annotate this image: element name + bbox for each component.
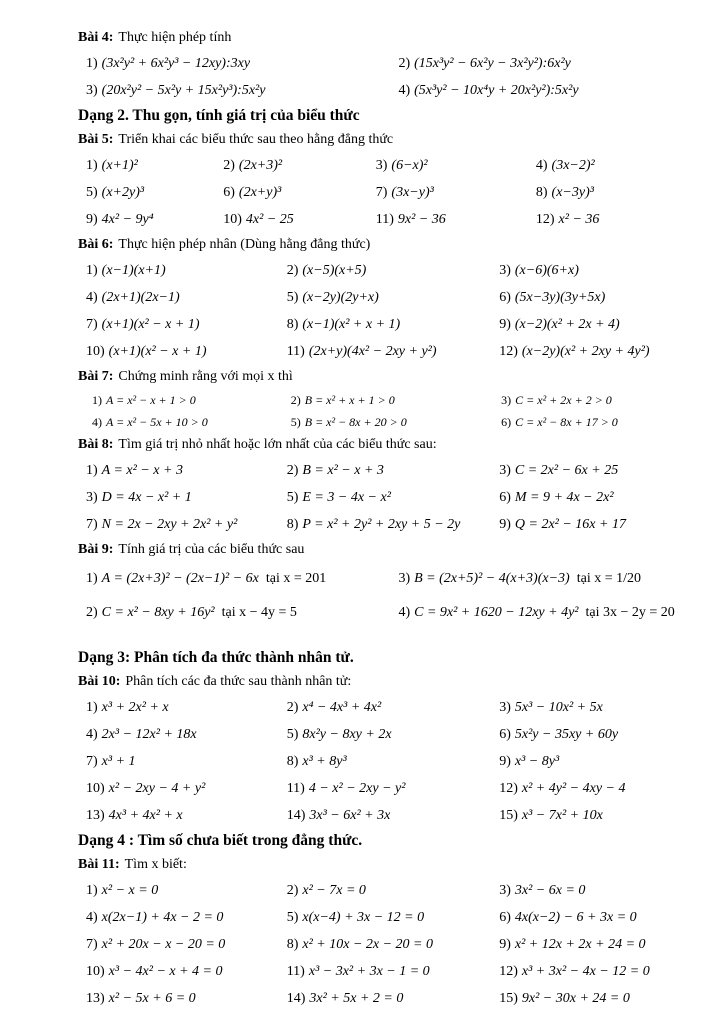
exercise-row [78,484,696,511]
exercise-label: Bài 9: [78,542,114,557]
formula: (3x−y)³ [391,185,434,200]
formula: 4x(x−2) − 6 + 3x = 0 [514,910,637,925]
item-number: 6) [499,290,511,305]
formula: A = x² − x + 3 [101,463,183,478]
math-item [499,721,696,748]
item-number: 4) [86,290,98,305]
math-item [86,904,287,931]
exercise-row [78,904,696,931]
formula: x⁴ − 4x³ + 4x² [302,700,382,715]
item-number: 3) [499,883,511,898]
item-number: 6) [499,490,511,505]
math-item [398,50,696,77]
formula: x(2x−1) + 4x − 2 = 0 [101,910,224,925]
exercise-intro: Tìm x biết: [124,857,187,872]
formula: P = x² + 2y² + 2xy + 5 − 2y [302,517,461,532]
formula: 4x² − 25 [245,212,294,227]
math-item [86,562,398,596]
exercise-label: Bài 7: [78,369,114,384]
math-item [499,748,696,775]
item-number: 12) [535,212,555,227]
exercise-row [78,257,696,284]
math-item [86,694,287,721]
formula: (x−1)(x+1) [101,263,166,278]
formula: x² − 2xy − 4 + y² [108,781,206,796]
exercise-row [78,877,696,904]
math-item [86,206,223,233]
section-heading: Dạng 3: Phân tích đa thức thành nhân tử. [78,649,354,666]
math-item [376,152,536,179]
formula: 3x³ − 6x² + 3x [309,808,391,823]
math-item [86,484,287,511]
exercise-row [78,179,696,206]
item-number: 6) [499,910,511,925]
formula: 8x²y − 8xy + 2x [302,727,392,742]
item-number: 1) [92,393,102,407]
item-number: 13) [86,991,105,1006]
math-item [398,562,696,596]
item-number: 12) [499,964,518,979]
formula: 4x² − 9y⁴ [101,212,154,227]
exercise-header [78,233,696,257]
item-number: 2) [286,463,299,478]
math-item [223,179,376,206]
math-item [499,257,696,284]
math-item [499,985,696,1012]
item-number: 1) [86,263,98,278]
item-number: 1) [86,56,98,71]
math-item [92,389,291,411]
formula: x² + 4y² − 4xy − 4 [521,781,626,796]
formula: 5x²y − 35xy + 60y [514,727,619,742]
item-number: 15) [499,808,518,823]
exercise-header [78,538,696,562]
evaluation-condition: tại 3x − 2y = 20 [585,605,675,620]
item-number: 2) [290,393,301,407]
exercise-label: Bài 8: [78,437,114,452]
formula: B = x² − x + 3 [302,463,384,478]
formula: (15x³y² − 6x²y − 3x²y²):6x²y [414,56,571,71]
formula: 5x³ − 10x² + 5x [514,700,603,715]
math-item [86,802,287,829]
formula: C = 2x² − 6x + 25 [514,463,619,478]
formula: x(x−4) + 3x − 12 = 0 [302,910,425,925]
item-number: 4) [398,605,411,620]
exercise-row [78,596,696,630]
exercise-intro: Triển khai các biểu thức sau theo hằng đẳng thức [118,132,394,147]
formula: 4x³ + 4x² + x [108,808,183,823]
formula: 4 − x² − 2xy − y² [308,781,406,796]
formula: N = 2x − 2xy + 2x² + y² [101,517,238,532]
exercise-row [78,152,696,179]
item-number: 5) [286,910,299,925]
exercise-intro: Chứng minh rằng với mọi x thì [118,369,293,384]
formula: B = x² − 8x + 20 > 0 [304,415,407,429]
math-item [287,311,500,338]
item-number: 2) [398,56,411,71]
item-number: 9) [499,754,511,769]
exercise-intro: Tính giá trị của các biểu thức sau [118,542,305,557]
exercise-header [78,853,696,877]
formula: 3x² − 6x = 0 [514,883,586,898]
item-number: 3) [499,700,511,715]
exercise-row [78,50,696,77]
math-item [499,511,696,538]
item-number: 1) [86,158,98,173]
math-item [287,904,500,931]
math-item [499,311,696,338]
item-number: 6) [223,185,235,200]
item-number: 5) [286,290,299,305]
math-item [86,152,223,179]
item-number: 9) [499,317,511,332]
math-item [499,904,696,931]
math-item [86,958,287,985]
math-item [86,284,287,311]
math-item [287,257,500,284]
formula: A = (2x+3)² − (2x−1)² − 6x [101,571,259,586]
item-number: 15) [499,991,518,1006]
item-number: 4) [92,415,102,429]
exercise-label: Bài 10: [78,674,121,689]
item-number: 10) [223,212,242,227]
formula: (x−1)(x² + x + 1) [302,317,401,332]
exercise-row [78,694,696,721]
formula: E = 3 − 4x − x² [302,490,391,505]
item-number: 4) [535,158,548,173]
exercise-label: Bài 5: [78,132,114,147]
math-item [86,931,287,958]
formula: Q = 2x² − 16x + 17 [514,517,626,532]
formula: 2x³ − 12x² + 18x [101,727,197,742]
item-number: 3) [398,571,411,586]
item-number: 14) [286,808,306,823]
item-number: 13) [86,808,105,823]
math-item [287,985,500,1012]
math-item [287,802,500,829]
math-item [287,338,500,365]
math-item [287,694,500,721]
item-number: 2) [223,158,235,173]
math-item [86,257,287,284]
item-number: 8) [286,937,299,952]
formula: B = x² + x + 1 > 0 [304,393,395,407]
formula: A = x² − 5x + 10 > 0 [106,415,208,429]
formula: B = (2x+5)² − 4(x+3)(x−3) [414,571,570,586]
exercise-label: Bài 11: [78,857,120,872]
math-item [287,457,500,484]
formula: C = 9x² + 1620 − 12xy + 4y² [414,605,579,620]
math-item [86,338,287,365]
formula: (2x+1)(2x−1) [101,290,180,305]
item-number: 2) [286,700,299,715]
formula: x³ − 3x² + 3x − 1 = 0 [308,964,430,979]
math-item [86,511,287,538]
item-number: 11) [286,344,305,359]
math-item [536,206,696,233]
item-number: 8) [286,517,299,532]
math-item [86,311,287,338]
math-item [86,50,398,77]
item-number: 8) [535,185,548,200]
math-item [499,484,696,511]
item-number: 3) [499,263,511,278]
exercise-row [78,802,696,829]
exercise-row [78,77,696,104]
math-item [86,77,398,104]
item-number: 1) [86,883,98,898]
exercise-header [78,670,696,694]
math-item [287,484,500,511]
formula: 9x² − 30x + 24 = 0 [521,991,630,1006]
math-item [376,179,536,206]
item-number: 9) [499,517,511,532]
math-item [287,775,500,802]
item-number: 7) [86,937,98,952]
item-number: 10) [86,781,105,796]
formula: (x−3y)³ [551,185,594,200]
math-item [287,511,500,538]
math-item [398,77,696,104]
item-number: 11) [286,781,305,796]
formula: (x+1)(x² − x + 1) [108,344,207,359]
exercise-row [78,311,696,338]
formula: x² − 7x = 0 [302,883,366,898]
math-item [92,411,291,433]
exercise-row [78,775,696,802]
exercise-intro: Phân tích các đa thức sau thành nhân tử: [125,674,352,689]
math-item [499,877,696,904]
formula: x² + 12x + 2x + 24 = 0 [514,937,646,952]
item-number: 3) [375,158,388,173]
formula: D = 4x − x² + 1 [101,490,192,505]
formula: (5x³y² − 10x⁴y + 20x²y²):5x²y [414,83,579,98]
item-number: 9) [86,212,98,227]
exercise-row [78,721,696,748]
math-item [536,152,696,179]
item-number: 12) [499,781,518,796]
item-number: 1) [86,700,98,715]
evaluation-condition: tại x − 4y = 5 [221,605,297,620]
exercise-header [78,365,696,389]
item-number: 10) [86,964,105,979]
math-item [499,802,696,829]
item-number: 3) [86,83,98,98]
item-number: 2) [86,605,98,620]
formula: (x+2y)³ [101,185,145,200]
item-number: 4) [86,727,98,742]
item-number: 2) [286,263,299,278]
item-number: 14) [286,991,306,1006]
math-item [291,411,501,433]
formula: x² + 10x − 2x − 20 = 0 [302,937,434,952]
formula: x³ + 8y³ [302,754,347,769]
exercise-label: Bài 6: [78,237,114,252]
math-item [86,775,287,802]
exercise-label: Bài 4: [78,30,114,45]
section-heading: Dạng 2. Thu gọn, tính giá trị của biểu thức [78,107,360,124]
exercise-row [78,958,696,985]
evaluation-condition: tại x = 1/20 [576,571,641,586]
math-item [86,985,287,1012]
math-item [499,958,696,985]
exercise-row [78,284,696,311]
item-number: 1) [86,571,98,586]
formula: x³ + 1 [101,754,136,769]
formula: x³ − 8y³ [514,754,560,769]
formula: M = 9 + 4x − 2x² [514,490,614,505]
item-number: 2) [286,883,299,898]
formula: A = x² − x + 1 > 0 [106,393,196,407]
math-item [86,748,287,775]
formula: (x+1)(x² − x + 1) [101,317,200,332]
math-item [398,596,696,630]
formula: (x−2y)(x² + 2xy + 4y²) [521,344,650,359]
math-item [499,457,696,484]
item-number: 8) [286,317,299,332]
formula: (2x+y)(4x² − 2xy + y²) [308,344,437,359]
item-number: 7) [86,317,98,332]
formula: x³ − 7x² + 10x [521,808,603,823]
math-item [86,457,287,484]
math-item [501,411,696,433]
formula: (3x−2)² [551,158,595,173]
item-number: 4) [398,83,411,98]
math-item [287,284,500,311]
section-heading: Dạng 4 : Tìm số chưa biết trong đẳng thức. [78,832,363,849]
math-item [499,338,696,365]
formula: x³ − 4x² − x + 4 = 0 [108,964,223,979]
exercise-header [78,433,696,457]
item-number: 3) [501,393,512,407]
exercise-row [78,985,696,1012]
math-item [499,284,696,311]
formula: (2x+3)² [238,158,283,173]
math-item [287,748,500,775]
evaluation-condition: tại x = 201 [265,571,327,586]
exercise-intro: Thực hiện phép tính [118,30,232,45]
math-item [287,721,500,748]
formula: C = x² + 2x + 2 > 0 [515,393,612,407]
exercise-row [78,457,696,484]
exercise-intro: Thực hiện phép nhân (Dùng hằng đẳng thức) [118,237,371,252]
formula: x² + 20x − x − 20 = 0 [101,937,226,952]
item-number: 5) [290,415,301,429]
formula: (x−2y)(2y+x) [302,290,379,305]
math-item [223,206,376,233]
exercise-row [78,511,696,538]
math-item [376,206,536,233]
formula: (3x²y² + 6x²y³ − 12xy):3xy [101,56,251,71]
formula: (x−6)(6+x) [514,263,579,278]
exercise-row [78,748,696,775]
item-number: 4) [86,910,98,925]
math-item [499,775,696,802]
formula: (x−5)(x+5) [302,263,367,278]
math-item [291,389,501,411]
exercise-row [78,389,696,411]
item-number: 6) [499,727,511,742]
math-item [499,931,696,958]
formula: (x−2)(x² + 2x + 4) [514,317,620,332]
formula: (x+1)² [101,158,138,173]
document-body [78,26,696,1012]
item-number: 11) [286,964,305,979]
math-item [287,958,500,985]
item-number: 7) [86,517,98,532]
math-item [223,152,376,179]
item-number: 5) [86,185,98,200]
item-number: 3) [86,490,98,505]
item-number: 3) [499,463,511,478]
math-item [499,694,696,721]
math-item [86,179,223,206]
item-number: 1) [86,463,98,478]
exercise-header [78,128,696,152]
formula: (2x+y)³ [238,185,282,200]
formula: x² − 36 [558,212,600,227]
exercise-row [78,338,696,365]
math-item [501,389,696,411]
item-number: 12) [499,344,518,359]
exercise-header [78,26,696,50]
formula: C = x² − 8xy + 16y² [101,605,215,620]
item-number: 7) [375,185,388,200]
formula: (6−x)² [391,158,428,173]
exercise-row [78,206,696,233]
formula: x² − x = 0 [101,883,159,898]
math-item [86,877,287,904]
item-number: 5) [286,490,299,505]
formula: x³ + 2x² + x [101,700,169,715]
item-number: 7) [86,754,98,769]
exercise-row [78,411,696,433]
math-item [86,596,398,630]
item-number: 10) [86,344,105,359]
item-number: 11) [375,212,394,227]
formula: (20x²y² − 5x²y + 15x²y³):5x²y [101,83,266,98]
item-number: 8) [286,754,299,769]
math-item [287,877,500,904]
exercise-row [78,931,696,958]
item-number: 5) [286,727,299,742]
formula: (5x−3y)(3y+5x) [514,290,606,305]
math-item [536,179,696,206]
item-number: 9) [499,937,511,952]
formula: 3x² + 5x + 2 = 0 [309,991,404,1006]
exercise-row [78,562,696,596]
item-number: 6) [501,415,512,429]
formula: C = x² − 8x + 17 > 0 [515,415,618,429]
math-item [86,721,287,748]
formula: x² − 5x + 6 = 0 [108,991,196,1006]
formula: x³ + 3x² − 4x − 12 = 0 [521,964,650,979]
exercise-intro: Tìm giá trị nhỏ nhất hoặc lớn nhất của các biểu thức sau: [118,437,437,452]
math-item [287,931,500,958]
formula: 9x² − 36 [397,212,446,227]
